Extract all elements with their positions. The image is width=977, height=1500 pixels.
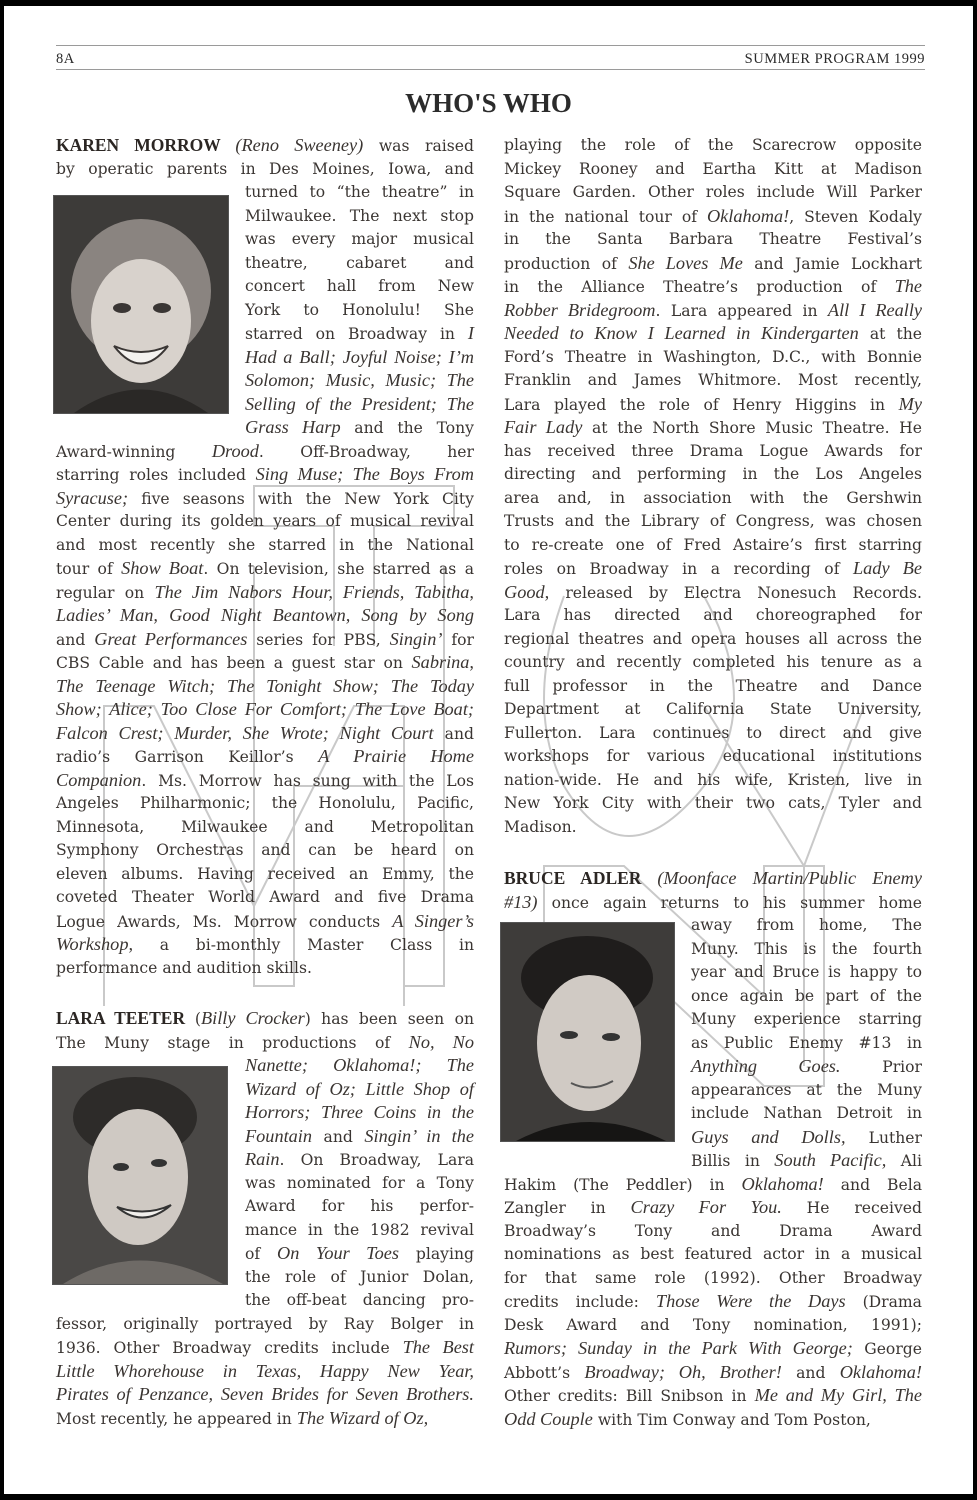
text-line	[504, 698, 922, 721]
title-italic: Wizard of Oz; Little Shop of	[245, 1078, 474, 1099]
page-title: WHO'S WHO	[405, 88, 572, 118]
title-italic: Horrors; Three Coins in the	[245, 1102, 474, 1122]
text-run: at the North Shore Music Theatre. He	[582, 419, 922, 437]
text-line	[504, 1196, 922, 1219]
text-run: and Bela	[823, 1175, 922, 1194]
text-run: Lara has directed and choreographed for	[504, 606, 922, 624]
text-line	[245, 1148, 474, 1171]
text-run: Franklin and James Whitmore. Most recently,	[504, 371, 922, 389]
title-italic: I	[467, 323, 474, 343]
text-line	[56, 440, 474, 463]
text-run: was every major musical	[245, 230, 474, 248]
text-line	[245, 1242, 474, 1265]
title-italic: Falcon Crest; Murder, She Wrote; Night Court	[56, 722, 434, 743]
title-italic: Fountain	[245, 1125, 313, 1146]
title-italic: Workshop,	[56, 934, 134, 954]
text-line	[56, 557, 474, 580]
text-line	[56, 816, 474, 839]
text-run: nominations as best featured actor in a musical	[504, 1245, 922, 1263]
text-line	[245, 1054, 474, 1077]
text-line	[504, 769, 922, 792]
text-run: New York City with their two cats, Tyler and	[504, 794, 922, 812]
text-line	[56, 698, 474, 721]
text-line	[504, 181, 922, 204]
text-line	[56, 628, 474, 651]
title-italic: Robber Bridegroom	[504, 299, 656, 320]
text-line	[504, 322, 922, 345]
text-run: country and recently completed his tenure as a	[504, 653, 922, 671]
text-line	[504, 416, 922, 439]
text-line	[691, 914, 922, 937]
title-italic: Guys and Dolls,	[691, 1126, 846, 1147]
text-run: with Tim Conway and Tom Poston,	[592, 1410, 871, 1429]
text-line	[56, 957, 474, 980]
title-italic: The Jim Nabors Hour, Friends, Tabitha,	[154, 581, 475, 602]
bio-name: BRUCE ADLER	[504, 868, 658, 888]
text-run: directing and performing in the Los Angeles	[504, 465, 922, 483]
title-italic: A Prairie Home	[318, 746, 474, 766]
text-run: Angeles Philharmonic; the Honolulu, Pacific,	[56, 794, 474, 812]
text-run: five seasons with the New York City	[128, 489, 474, 508]
portrait-photo-karen-morrow	[53, 195, 229, 414]
text-line	[56, 604, 474, 627]
title-italic: Sabrina,	[411, 652, 474, 672]
text-line	[56, 1360, 474, 1383]
text-run: . On Broadway, Lara	[279, 1151, 474, 1169]
title-italic: Grass Harp	[245, 417, 341, 437]
text-run: released by Electra Nonesuch Records.	[549, 583, 922, 602]
text-run: George	[852, 1340, 922, 1358]
text-line	[56, 886, 474, 909]
text-run: appearances at the Muny	[691, 1080, 922, 1099]
text-run: and	[312, 1127, 365, 1146]
title-italic: (Moonface Martin/Public Enemy	[657, 868, 922, 888]
text-run: York to Honolulu! She	[245, 300, 474, 319]
text-line	[504, 346, 922, 369]
text-run: as Public Enemy #13 in	[691, 1033, 922, 1052]
text-run: series for PBS,	[247, 630, 390, 649]
text-run: and Jamie Lockhart	[742, 254, 922, 273]
text-run: Lara played the role of Henry Higgins in	[504, 395, 899, 414]
title-italic: A Singer’s	[392, 910, 475, 931]
text-run: Ford’s Theatre in Washington, D.C., with Bonnie	[504, 347, 922, 366]
title-italic: (Reno Sweeney)	[235, 135, 364, 155]
text-run: and	[433, 724, 474, 743]
text-line	[504, 628, 922, 651]
text-line	[245, 1125, 474, 1148]
text-run: regular on	[56, 583, 155, 602]
text-line	[504, 252, 922, 275]
text-line	[504, 792, 922, 815]
title-italic: Oklahoma!	[706, 205, 790, 226]
text-run: performance and audition skills.	[56, 958, 312, 977]
text-line	[504, 1408, 922, 1431]
text-line	[504, 275, 922, 298]
title-italic: Nanette; Oklahoma!; The	[245, 1055, 474, 1075]
text-run: Other credits: Bill Snibson in	[504, 1387, 755, 1405]
title-italic: Pirates of Penzance, Seven Brides for Seven Brothers.	[56, 1384, 474, 1404]
text-line	[245, 1219, 474, 1242]
title-italic: Show Boat	[121, 558, 204, 578]
text-line	[56, 1031, 474, 1054]
text-line	[56, 534, 474, 557]
text-run: concert hall from New	[245, 277, 474, 295]
text-line	[56, 581, 474, 604]
text-line	[245, 181, 474, 204]
text-run: Desk Award and Tony nomination, 1991);	[504, 1315, 922, 1334]
text-run: Prior	[840, 1058, 923, 1076]
text-line	[245, 275, 474, 298]
text-line	[56, 158, 474, 181]
text-line	[245, 322, 474, 345]
text-line	[504, 604, 922, 627]
text-run: Madison.	[504, 817, 577, 836]
title-italic: Little Whorehouse in Texas, Happy New Year,	[56, 1360, 474, 1381]
text-line	[56, 769, 474, 792]
text-run: full professor in the Theatre and Dance	[504, 676, 922, 695]
title-italic: Companion	[56, 769, 142, 790]
title-italic: #13)	[504, 891, 538, 912]
text-line	[504, 867, 922, 890]
text-run: year and Bruce is happy to	[691, 963, 922, 981]
text-run: Abbott’s	[504, 1363, 585, 1382]
text-line	[691, 985, 922, 1008]
text-run: coveted Theater World Award and five Drama	[56, 888, 474, 906]
text-run: has received three Drama Logue Awards for	[504, 441, 922, 460]
text-run: the role of Junior Dolan,	[245, 1267, 474, 1286]
text-run: , Steven Kodaly	[789, 207, 922, 226]
text-line	[245, 205, 474, 228]
title-italic: Drood	[211, 440, 259, 461]
text-run: 1936. Other Broadway credits include	[56, 1339, 403, 1357]
text-run: . Ms. Morrow has sung with the Los	[141, 771, 474, 790]
text-line	[245, 1101, 474, 1124]
portrait-photo-bruce-adler	[500, 922, 675, 1142]
text-run: Luther	[845, 1128, 922, 1147]
text-run: Center during its golden years of musical revival	[56, 512, 474, 530]
title-italic: Billy Crocker	[200, 1008, 305, 1028]
text-line	[245, 1289, 474, 1312]
text-run: credits include:	[504, 1293, 656, 1311]
text-line	[56, 1383, 474, 1406]
text-run: once again returns to his summer home	[537, 893, 922, 912]
text-run: Muny. This is the fourth	[691, 939, 922, 958]
page-number: 8A	[56, 51, 75, 67]
text-run: Logue Awards, Ms. Morrow conducts	[56, 912, 393, 931]
title-italic: Show; Alice; Too Close For Comfort; The Love Boat;	[56, 699, 474, 719]
title-italic: No, No	[408, 1031, 475, 1052]
text-line	[504, 1337, 922, 1360]
text-line	[245, 369, 474, 392]
header-rule-bottom	[56, 69, 925, 70]
text-line	[691, 961, 922, 984]
text-run: tour of	[56, 560, 122, 578]
text-run: (Drama	[845, 1293, 922, 1311]
title-italic: On Your Toes	[277, 1243, 400, 1263]
text-line	[245, 1266, 474, 1289]
bio-name: LARA TEETER	[56, 1008, 195, 1028]
text-line	[504, 1173, 922, 1196]
text-run: Minnesota, Milwaukee and Metropolitan	[56, 817, 474, 836]
title-italic: Had a Ball; Joyful Noise; I’m	[245, 346, 474, 367]
text-line	[504, 158, 922, 181]
text-run: Department at California State University,	[504, 700, 922, 718]
text-line	[504, 134, 922, 157]
title-italic: Oklahoma!	[839, 1361, 922, 1382]
title-italic: Needed to Know I Learned in Kindergarten	[504, 323, 859, 343]
title-italic: The Wizard of Oz,	[296, 1407, 429, 1428]
title-italic: Great Performances	[94, 628, 248, 649]
title-italic: Those Were the Days	[655, 1291, 846, 1311]
text-run: Most recently, he appeared in	[56, 1409, 297, 1428]
title-italic: Syracuse;	[56, 487, 129, 508]
text-run: Mickey Rooney and Eartha Kitt at Madison	[504, 159, 922, 178]
text-line	[691, 1032, 922, 1055]
text-run: production of	[504, 254, 629, 273]
title-italic: Selling of the President; The	[245, 393, 474, 414]
text-run: Fullerton. Lara continues to direct and give	[504, 723, 922, 742]
text-run: Symphony Orchestras and can be heard on	[56, 841, 474, 859]
text-run: and	[781, 1363, 840, 1382]
text-run: Ali	[886, 1152, 922, 1170]
text-line	[504, 510, 922, 533]
text-line	[504, 675, 922, 698]
text-run: a bi-monthly Master Class in	[133, 936, 474, 954]
text-line	[504, 1290, 922, 1313]
text-run: Muny experience starring	[691, 1010, 922, 1028]
title-italic: South Pacific,	[774, 1150, 887, 1170]
text-line	[504, 463, 922, 486]
text-run: nation-wide. He and his wife, Kristen, live in	[504, 770, 922, 789]
text-line	[56, 722, 474, 745]
text-run: . On television, she starred as a	[203, 560, 474, 578]
title-italic: Odd Couple	[504, 1408, 593, 1429]
text-run: Award-winning	[56, 442, 212, 461]
text-run: CBS Cable and has been a guest star on	[56, 654, 412, 672]
title-italic: Me and My Girl, The	[754, 1385, 922, 1405]
title-italic: Sing Muse; The Boys From	[255, 464, 475, 484]
text-run: at the	[858, 325, 923, 343]
text-line	[504, 534, 922, 557]
text-run: and	[56, 630, 95, 649]
text-line	[504, 369, 922, 392]
text-line	[56, 910, 474, 933]
text-line	[245, 416, 474, 439]
title-italic: Crazy For You.	[630, 1197, 782, 1217]
text-line	[691, 1055, 922, 1078]
text-line	[504, 651, 922, 674]
text-line	[691, 1102, 922, 1125]
text-run: Hakim (The Peddler) in	[504, 1175, 742, 1194]
text-run: (	[194, 1010, 201, 1028]
text-line	[691, 1008, 922, 1031]
title-italic: Singin’ in the	[364, 1125, 474, 1146]
title-italic: My	[898, 393, 922, 414]
text-line	[691, 1079, 922, 1102]
text-line	[245, 252, 474, 275]
text-line	[56, 463, 474, 486]
text-run: in the national tour of	[504, 207, 707, 226]
text-run: radio’s Garrison Keillor’s	[56, 748, 319, 766]
text-line	[504, 393, 922, 416]
text-line	[56, 134, 474, 157]
text-run: to re-create one of Fred Astaire’s first starring	[504, 535, 922, 554]
text-run: area and, in association with the Gershwin	[504, 488, 922, 507]
text-run: by operatic parents in Des Moines, Iowa, and	[56, 159, 474, 178]
title-italic: All I Really	[827, 299, 923, 320]
text-run: of	[245, 1245, 278, 1263]
text-line	[504, 581, 922, 604]
title-italic: Oklahoma!	[741, 1173, 824, 1194]
text-line	[504, 1220, 922, 1243]
text-run: Zangler in	[504, 1199, 631, 1217]
header-rule-top	[56, 45, 925, 46]
text-run: theatre, cabaret and	[245, 253, 474, 272]
text-line	[504, 1361, 922, 1384]
text-line	[504, 891, 922, 914]
text-run: for that same role (1992). Other Broadway	[504, 1268, 922, 1287]
title-italic: Rumors; Sunday in the Park With George;	[504, 1338, 853, 1358]
text-run: He received	[781, 1199, 922, 1217]
title-italic: Ladies’ Man, Good Night Beantown, Song by Song	[56, 605, 474, 625]
text-run: starred on Broadway in	[245, 325, 468, 343]
text-line	[245, 393, 474, 416]
text-run: Square Garden. Other roles include Will Parker	[504, 183, 922, 201]
text-run: roles on Broadway in a recording of	[504, 560, 853, 578]
text-line	[691, 1149, 922, 1172]
bio-name: KAREN MORROW	[56, 135, 236, 155]
text-line	[504, 1243, 922, 1266]
text-line	[245, 346, 474, 369]
text-line	[504, 205, 922, 228]
text-run: eleven albums. Having received an Emmy, the	[56, 864, 474, 883]
text-run: turned to “the theatre” in	[245, 183, 474, 201]
text-line	[245, 1195, 474, 1218]
text-line	[56, 1007, 474, 1030]
text-run: and the Tony	[340, 419, 474, 437]
text-line	[504, 1314, 922, 1337]
text-run: Billis in	[691, 1152, 775, 1170]
text-run: Milwaukee. The next stop	[245, 206, 474, 225]
text-line	[504, 299, 922, 322]
text-line	[245, 1078, 474, 1101]
text-line	[245, 1172, 474, 1195]
text-line	[56, 651, 474, 674]
text-run: playing the role of the Scarecrow opposite	[504, 136, 922, 154]
text-line	[504, 487, 922, 510]
text-run: Trusts and the Library of Congress, was chosen	[504, 512, 922, 530]
text-run: . Off-Broadway, her	[258, 442, 474, 461]
title-italic: Singin’	[389, 628, 443, 649]
text-line	[504, 745, 922, 768]
text-run: for	[442, 630, 474, 649]
text-line	[56, 745, 474, 768]
text-line	[691, 938, 922, 961]
text-run: mance in the 1982 revival	[245, 1220, 474, 1239]
text-run: workshops for various educational institutions	[504, 747, 922, 765]
text-line	[245, 228, 474, 251]
text-line	[56, 1313, 474, 1336]
text-line	[504, 1384, 922, 1407]
text-run: was nominated for a Tony	[245, 1173, 474, 1192]
text-line	[245, 299, 474, 322]
text-line	[56, 839, 474, 862]
text-run: starring roles included	[56, 466, 256, 484]
text-run: include Nathan Detroit in	[691, 1104, 922, 1122]
text-line	[56, 792, 474, 815]
text-run: away from home, The	[691, 916, 922, 934]
text-line	[504, 1267, 922, 1290]
title-italic: She Loves Me	[628, 252, 743, 273]
text-run: in the Alliance Theatre’s production of	[504, 278, 895, 296]
text-line	[56, 933, 474, 956]
title-italic: Broadway; Oh, Brother!	[584, 1361, 782, 1382]
text-line	[56, 510, 474, 533]
text-run: Broadway’s Tony and Drama Award	[504, 1221, 922, 1240]
text-line	[56, 863, 474, 886]
title-italic: The Teenage Witch; The Tonight Show; The Today	[56, 675, 474, 696]
text-run: . Lara appeared in	[655, 301, 828, 320]
title-italic: Solomon; Music, Music; The	[245, 370, 474, 390]
text-run: and most recently she starred in the National	[56, 535, 474, 554]
text-line	[504, 816, 922, 839]
title-italic: Good,	[504, 581, 550, 602]
title-italic: Rain	[245, 1149, 280, 1169]
text-line	[504, 440, 922, 463]
title-italic: Fair Lady	[504, 417, 583, 437]
text-run: The Muny stage in productions of	[56, 1033, 409, 1052]
text-line	[504, 228, 922, 251]
text-run: fessor, originally portrayed by Ray Bolger in	[56, 1314, 474, 1333]
text-run: in the Santa Barbara Theatre Festival’s	[504, 230, 922, 248]
text-run: ) has been seen on	[304, 1010, 474, 1028]
text-line	[504, 557, 922, 580]
text-line	[56, 1407, 474, 1430]
title-italic: The	[894, 276, 922, 296]
title-italic: The Best	[402, 1337, 474, 1357]
text-run: was raised	[363, 137, 474, 155]
text-line	[56, 1336, 474, 1359]
title-italic: Lady Be	[853, 558, 922, 578]
text-run: regional theatres and opera houses all across the	[504, 629, 922, 648]
program-page	[4, 6, 973, 1494]
text-line	[56, 675, 474, 698]
title-italic: Anything Goes.	[691, 1056, 841, 1076]
publication-title: SUMMER PROGRAM 1999	[744, 51, 925, 67]
text-run: playing	[399, 1245, 474, 1263]
text-run: Award for his perfor-	[245, 1197, 474, 1215]
text-line	[504, 722, 922, 745]
text-run: once again be part of the	[691, 986, 922, 1005]
text-line	[56, 487, 474, 510]
portrait-photo-lara-teeter	[52, 1066, 228, 1285]
text-line	[691, 1126, 922, 1149]
text-run: the off-beat dancing pro-	[245, 1291, 474, 1309]
